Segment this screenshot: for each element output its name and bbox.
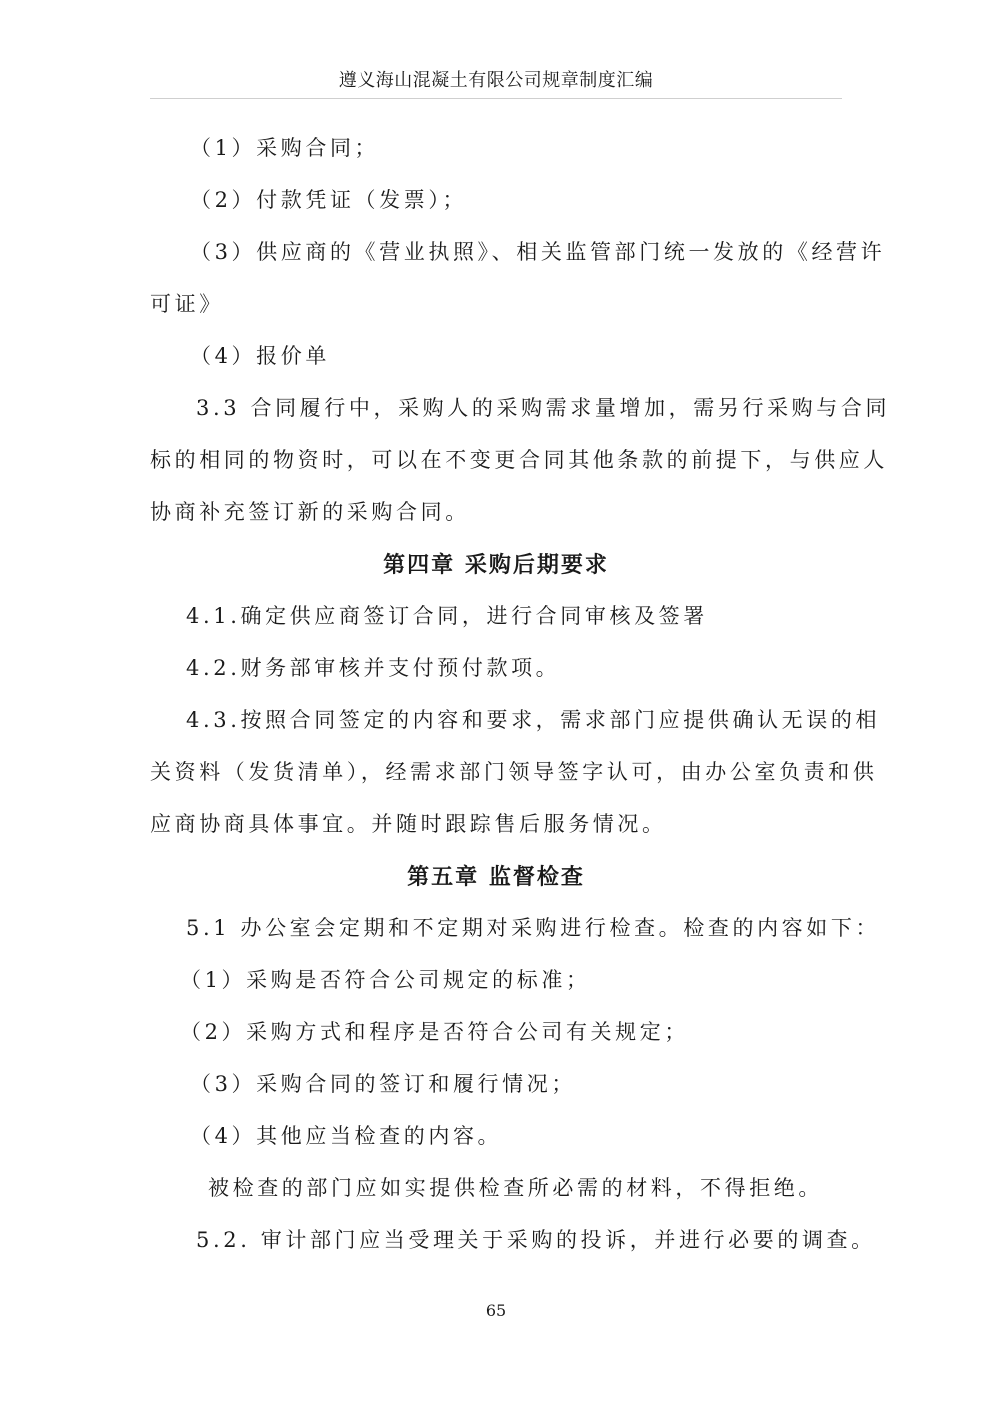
chapter-4-heading: 第四章 采购后期要求 <box>383 552 609 578</box>
chapter-5-heading: 第五章 监督检查 <box>407 864 585 890</box>
check-item-contract-performance: （3）采购合同的签订和履行情况； <box>190 1072 576 1096</box>
paragraph-3-3-line-2: 标的相同的物资时，可以在不变更合同其他条款的前提下，与供应人 <box>150 448 888 472</box>
check-item-procedures: （2）采购方式和程序是否符合公司有关规定； <box>180 1020 689 1044</box>
list-item-quotation: （4）报价单 <box>190 344 330 368</box>
paragraph-provide-materials: 被检查的部门应如实提供检查所必需的材料，不得拒绝。 <box>208 1176 823 1200</box>
list-item-supplier-license-cont: 可证》 <box>150 292 224 316</box>
paragraph-5-2: 5.2. 审计部门应当受理关于采购的投诉，并进行必要的调查。 <box>196 1228 876 1252</box>
paragraph-4-3-line-2: 关资料（发货清单），经需求部门领导签字认可，由办公室负责和供 <box>150 760 878 784</box>
paragraph-3-3-line-1: 3.3 合同履行中，采购人的采购需求量增加，需另行采购与合同 <box>196 396 891 420</box>
paragraph-4-3-line-3: 应商协商具体事宜。并随时跟踪售后服务情况。 <box>150 812 667 836</box>
list-item-payment-voucher: （2）付款凭证（发票）； <box>190 188 468 212</box>
paragraph-4-3-line-1: 4.3.按照合同签定的内容和要求，需求部门应提供确认无误的相 <box>186 708 881 732</box>
paragraph-4-2: 4.2.财务部审核并支付预付款项。 <box>186 656 561 680</box>
list-item-supplier-license: （3）供应商的《营业执照》、相关监管部门统一发放的《经营许 <box>190 240 886 264</box>
document-header-title: 遵义海山混凝土有限公司规章制度汇编 <box>338 70 654 91</box>
paragraph-5-1: 5.1 办公室会定期和不定期对采购进行检查。检查的内容如下： <box>186 916 881 940</box>
paragraph-3-3-line-3: 协商补充签订新的采购合同。 <box>150 500 470 524</box>
list-item-contract: （1）采购合同； <box>190 136 380 160</box>
check-item-standards: （1）采购是否符合公司规定的标准； <box>180 968 591 992</box>
check-item-other: （4）其他应当检查的内容。 <box>190 1124 503 1148</box>
header-divider <box>150 98 842 99</box>
page-number: 65 <box>485 1301 507 1320</box>
paragraph-4-1: 4.1.确定供应商签订合同，进行合同审核及签署 <box>186 604 708 628</box>
